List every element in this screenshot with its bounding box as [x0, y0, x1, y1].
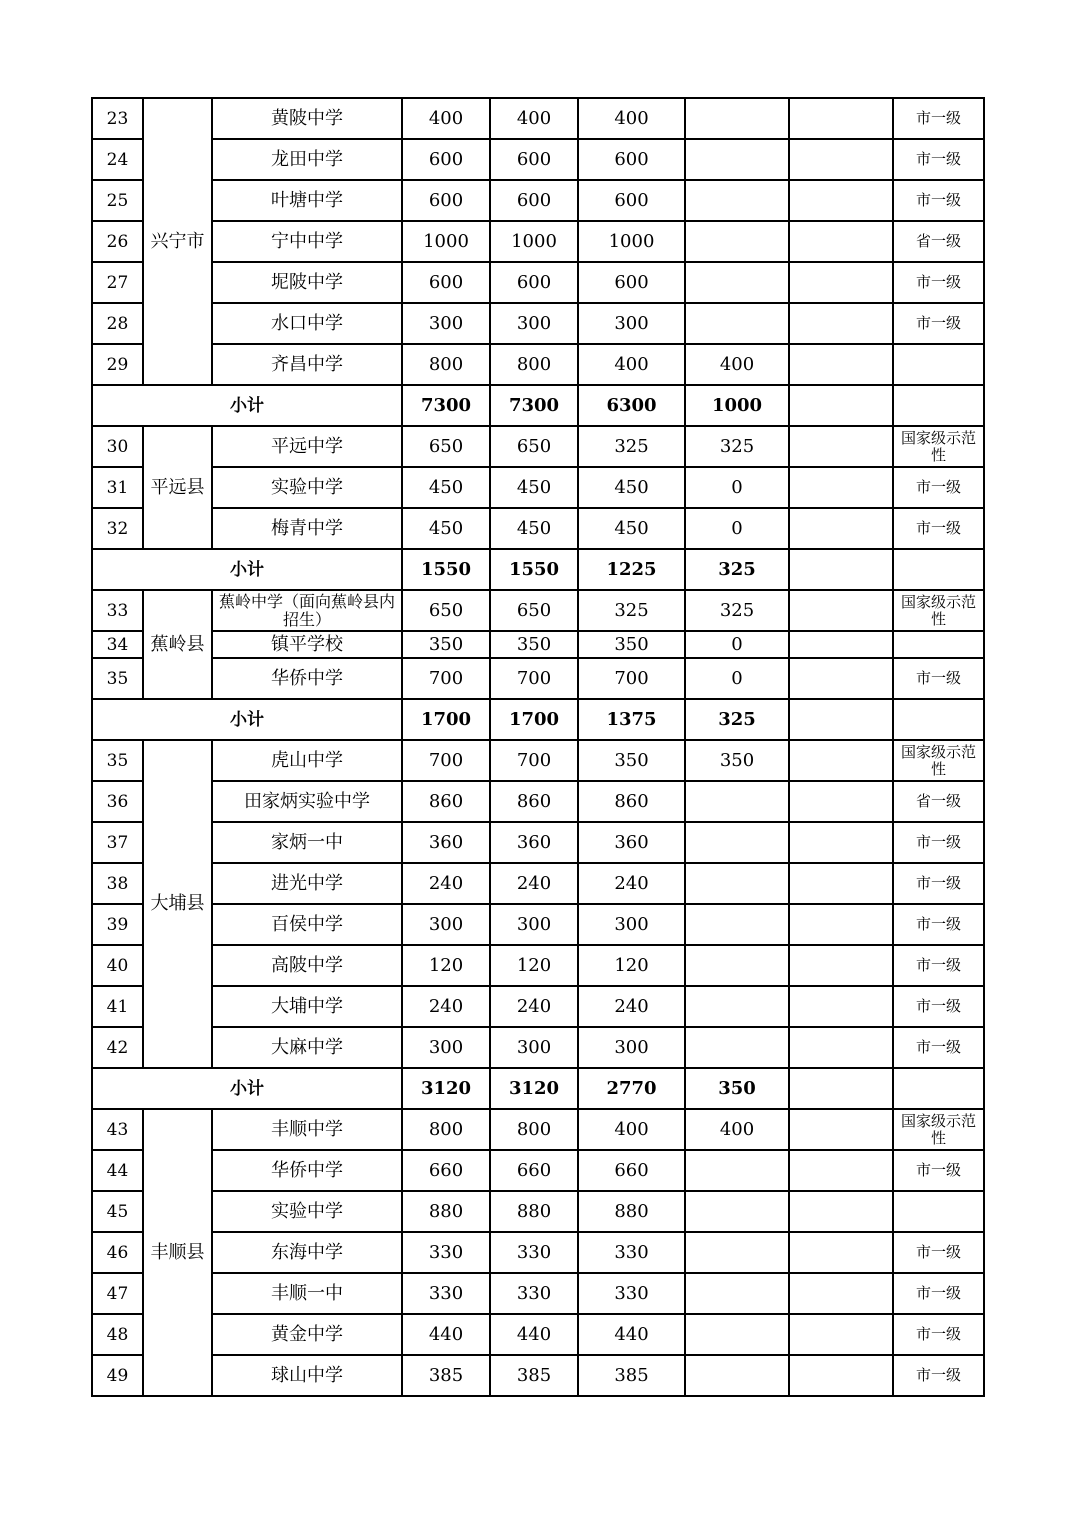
row-number: 35	[92, 658, 143, 699]
subtotal-value-a: 3120	[402, 1068, 490, 1109]
subtotal-value-a: 1550	[402, 549, 490, 590]
subtotal-value-d: 325	[685, 549, 789, 590]
table-body	[92, 98, 984, 1396]
value-cell-b: 600	[490, 139, 578, 180]
school-name: 龙田中学	[212, 139, 402, 180]
subtotal-empty-cell	[789, 549, 893, 590]
value-cell-a: 330	[402, 1232, 490, 1273]
value-cell-c: 660	[578, 1150, 685, 1191]
school-level: 市一级	[893, 658, 984, 699]
table-row	[92, 1027, 984, 1068]
value-cell-c: 350	[578, 740, 685, 781]
value-cell-c: 450	[578, 508, 685, 549]
value-cell-e	[789, 262, 893, 303]
value-cell-c: 300	[578, 303, 685, 344]
value-cell-c: 880	[578, 1191, 685, 1232]
school-level: 国家级示范性	[893, 590, 984, 631]
value-cell-a: 450	[402, 508, 490, 549]
subtotal-label: 小计	[92, 1068, 402, 1109]
value-cell-b: 860	[490, 781, 578, 822]
value-cell-e	[789, 822, 893, 863]
value-cell-e	[789, 467, 893, 508]
subtotal-value-b: 7300	[490, 385, 578, 426]
value-cell-a: 360	[402, 822, 490, 863]
school-name: 丰顺一中	[212, 1273, 402, 1314]
subtotal-value-c: 1375	[578, 699, 685, 740]
value-cell-d: 325	[685, 426, 789, 467]
value-cell-b: 800	[490, 344, 578, 385]
value-cell-a: 300	[402, 303, 490, 344]
school-level	[893, 1191, 984, 1232]
table-row	[92, 781, 984, 822]
value-cell-e	[789, 945, 893, 986]
school-name: 镇平学校	[212, 631, 402, 658]
value-cell-d	[685, 986, 789, 1027]
school-name: 大埔中学	[212, 986, 402, 1027]
school-name: 黄陂中学	[212, 98, 402, 139]
value-cell-d: 0	[685, 658, 789, 699]
school-level: 市一级	[893, 904, 984, 945]
value-cell-c: 440	[578, 1314, 685, 1355]
value-cell-a: 440	[402, 1314, 490, 1355]
school-name: 齐昌中学	[212, 344, 402, 385]
table-row	[92, 904, 984, 945]
value-cell-e	[789, 303, 893, 344]
value-cell-b: 300	[490, 904, 578, 945]
table-row	[92, 822, 984, 863]
county-cell: 平远县	[143, 426, 212, 549]
row-number: 42	[92, 1027, 143, 1068]
school-name: 蕉岭中学（面向蕉岭县内招生）	[212, 590, 402, 631]
school-name: 实验中学	[212, 467, 402, 508]
subtotal-empty-cell	[789, 1068, 893, 1109]
table-row	[92, 221, 984, 262]
value-cell-b: 360	[490, 822, 578, 863]
school-name: 华侨中学	[212, 1150, 402, 1191]
table-row	[92, 631, 984, 658]
value-cell-c: 240	[578, 863, 685, 904]
value-cell-c: 300	[578, 904, 685, 945]
value-cell-b: 800	[490, 1109, 578, 1150]
value-cell-b: 240	[490, 986, 578, 1027]
county-cell: 兴宁市	[143, 98, 212, 385]
value-cell-e	[789, 658, 893, 699]
school-level: 市一级	[893, 1314, 984, 1355]
value-cell-d: 0	[685, 467, 789, 508]
school-name: 坭陂中学	[212, 262, 402, 303]
value-cell-b: 440	[490, 1314, 578, 1355]
value-cell-c: 1000	[578, 221, 685, 262]
value-cell-a: 240	[402, 863, 490, 904]
value-cell-d	[685, 262, 789, 303]
value-cell-d: 0	[685, 508, 789, 549]
school-name: 东海中学	[212, 1232, 402, 1273]
value-cell-b: 650	[490, 590, 578, 631]
school-name: 进光中学	[212, 863, 402, 904]
value-cell-d: 0	[685, 631, 789, 658]
subtotal-empty-cell	[893, 699, 984, 740]
value-cell-c: 860	[578, 781, 685, 822]
row-number: 46	[92, 1232, 143, 1273]
subtotal-value-d: 325	[685, 699, 789, 740]
row-number: 27	[92, 262, 143, 303]
row-number: 34	[92, 631, 143, 658]
row-number: 25	[92, 180, 143, 221]
row-number: 44	[92, 1150, 143, 1191]
school-level	[893, 631, 984, 658]
school-level: 市一级	[893, 945, 984, 986]
value-cell-a: 300	[402, 1027, 490, 1068]
school-name: 球山中学	[212, 1355, 402, 1396]
value-cell-d	[685, 303, 789, 344]
value-cell-a: 350	[402, 631, 490, 658]
value-cell-b: 240	[490, 863, 578, 904]
value-cell-e	[789, 1314, 893, 1355]
school-name: 黄金中学	[212, 1314, 402, 1355]
row-number: 48	[92, 1314, 143, 1355]
value-cell-d	[685, 1355, 789, 1396]
value-cell-c: 600	[578, 262, 685, 303]
school-level: 国家级示范性	[893, 1109, 984, 1150]
school-name: 百侯中学	[212, 904, 402, 945]
school-name: 高陂中学	[212, 945, 402, 986]
value-cell-d	[685, 781, 789, 822]
value-cell-b: 1000	[490, 221, 578, 262]
table-row	[92, 180, 984, 221]
table-row	[92, 344, 984, 385]
school-level: 市一级	[893, 508, 984, 549]
subtotal-value-c: 6300	[578, 385, 685, 426]
row-number: 24	[92, 139, 143, 180]
value-cell-b: 650	[490, 426, 578, 467]
value-cell-e	[789, 221, 893, 262]
county-cell: 丰顺县	[143, 1109, 212, 1396]
value-cell-e	[789, 863, 893, 904]
school-name: 平远中学	[212, 426, 402, 467]
school-level	[893, 344, 984, 385]
subtotal-value-b: 1550	[490, 549, 578, 590]
value-cell-e	[789, 986, 893, 1027]
table-row	[92, 986, 984, 1027]
school-name: 华侨中学	[212, 658, 402, 699]
table-row	[92, 98, 984, 139]
row-number: 37	[92, 822, 143, 863]
value-cell-b: 350	[490, 631, 578, 658]
value-cell-e	[789, 1191, 893, 1232]
value-cell-a: 880	[402, 1191, 490, 1232]
value-cell-a: 400	[402, 98, 490, 139]
subtotal-row	[92, 1068, 984, 1109]
value-cell-d	[685, 180, 789, 221]
subtotal-label: 小计	[92, 385, 402, 426]
table-row	[92, 863, 984, 904]
value-cell-c: 330	[578, 1232, 685, 1273]
value-cell-c: 700	[578, 658, 685, 699]
value-cell-c: 600	[578, 180, 685, 221]
value-cell-a: 860	[402, 781, 490, 822]
value-cell-b: 600	[490, 262, 578, 303]
value-cell-e	[789, 740, 893, 781]
table-row	[92, 1150, 984, 1191]
row-number: 49	[92, 1355, 143, 1396]
value-cell-b: 400	[490, 98, 578, 139]
subtotal-value-b: 1700	[490, 699, 578, 740]
value-cell-c: 600	[578, 139, 685, 180]
value-cell-c: 330	[578, 1273, 685, 1314]
table-row	[92, 262, 984, 303]
school-name: 宁中中学	[212, 221, 402, 262]
value-cell-a: 385	[402, 1355, 490, 1396]
table-row	[92, 1273, 984, 1314]
table-row	[92, 1232, 984, 1273]
value-cell-a: 240	[402, 986, 490, 1027]
row-number: 23	[92, 98, 143, 139]
subtotal-row	[92, 699, 984, 740]
value-cell-e	[789, 1150, 893, 1191]
subtotal-label: 小计	[92, 699, 402, 740]
table-row	[92, 740, 984, 781]
subtotal-empty-cell	[893, 385, 984, 426]
value-cell-d	[685, 1150, 789, 1191]
school-level: 市一级	[893, 262, 984, 303]
school-level: 市一级	[893, 139, 984, 180]
value-cell-e	[789, 781, 893, 822]
value-cell-a: 800	[402, 344, 490, 385]
value-cell-c: 240	[578, 986, 685, 1027]
value-cell-e	[789, 1355, 893, 1396]
table-row	[92, 508, 984, 549]
school-level: 市一级	[893, 1232, 984, 1273]
value-cell-c: 325	[578, 590, 685, 631]
subtotal-empty-cell	[789, 699, 893, 740]
school-level: 国家级示范性	[893, 426, 984, 467]
row-number: 40	[92, 945, 143, 986]
county-cell: 蕉岭县	[143, 590, 212, 699]
value-cell-b: 385	[490, 1355, 578, 1396]
subtotal-row	[92, 385, 984, 426]
school-level: 国家级示范性	[893, 740, 984, 781]
value-cell-c: 400	[578, 98, 685, 139]
value-cell-e	[789, 1027, 893, 1068]
subtotal-value-c: 2770	[578, 1068, 685, 1109]
row-number: 36	[92, 781, 143, 822]
value-cell-d	[685, 1314, 789, 1355]
value-cell-a: 660	[402, 1150, 490, 1191]
value-cell-b: 450	[490, 467, 578, 508]
table-row	[92, 303, 984, 344]
school-name: 实验中学	[212, 1191, 402, 1232]
school-name: 田家炳实验中学	[212, 781, 402, 822]
value-cell-e	[789, 180, 893, 221]
value-cell-c: 400	[578, 1109, 685, 1150]
value-cell-a: 600	[402, 139, 490, 180]
value-cell-a: 600	[402, 262, 490, 303]
subtotal-value-a: 7300	[402, 385, 490, 426]
value-cell-e	[789, 1232, 893, 1273]
row-number: 43	[92, 1109, 143, 1150]
value-cell-b: 330	[490, 1273, 578, 1314]
row-number: 38	[92, 863, 143, 904]
row-number: 29	[92, 344, 143, 385]
school-name: 家炳一中	[212, 822, 402, 863]
school-level: 市一级	[893, 467, 984, 508]
value-cell-a: 700	[402, 658, 490, 699]
row-number: 39	[92, 904, 143, 945]
subtotal-row	[92, 549, 984, 590]
value-cell-b: 330	[490, 1232, 578, 1273]
value-cell-d	[685, 1191, 789, 1232]
table-row	[92, 1314, 984, 1355]
value-cell-d	[685, 863, 789, 904]
value-cell-d	[685, 221, 789, 262]
value-cell-e	[789, 1273, 893, 1314]
table-row	[92, 1355, 984, 1396]
row-number: 33	[92, 590, 143, 631]
table-row	[92, 139, 984, 180]
value-cell-d	[685, 98, 789, 139]
table-row	[92, 945, 984, 986]
subtotal-empty-cell	[789, 385, 893, 426]
subtotal-value-d: 1000	[685, 385, 789, 426]
value-cell-d	[685, 945, 789, 986]
value-cell-e	[789, 508, 893, 549]
school-level: 市一级	[893, 303, 984, 344]
table-row	[92, 1109, 984, 1150]
value-cell-b: 300	[490, 1027, 578, 1068]
school-name: 水口中学	[212, 303, 402, 344]
value-cell-d: 325	[685, 590, 789, 631]
value-cell-e	[789, 139, 893, 180]
value-cell-a: 330	[402, 1273, 490, 1314]
table-row	[92, 658, 984, 699]
row-number: 26	[92, 221, 143, 262]
table-row	[92, 467, 984, 508]
subtotal-empty-cell	[893, 1068, 984, 1109]
value-cell-a: 650	[402, 590, 490, 631]
value-cell-b: 300	[490, 303, 578, 344]
value-cell-e	[789, 1109, 893, 1150]
value-cell-d: 400	[685, 1109, 789, 1150]
value-cell-d	[685, 139, 789, 180]
value-cell-b: 880	[490, 1191, 578, 1232]
value-cell-e	[789, 344, 893, 385]
value-cell-c: 325	[578, 426, 685, 467]
row-number: 32	[92, 508, 143, 549]
value-cell-a: 300	[402, 904, 490, 945]
value-cell-d	[685, 904, 789, 945]
value-cell-c: 120	[578, 945, 685, 986]
value-cell-c: 360	[578, 822, 685, 863]
row-number: 45	[92, 1191, 143, 1232]
school-name: 大麻中学	[212, 1027, 402, 1068]
school-level: 市一级	[893, 1027, 984, 1068]
school-level: 市一级	[893, 98, 984, 139]
row-number: 30	[92, 426, 143, 467]
value-cell-b: 660	[490, 1150, 578, 1191]
subtotal-label: 小计	[92, 549, 402, 590]
value-cell-c: 400	[578, 344, 685, 385]
subtotal-value-b: 3120	[490, 1068, 578, 1109]
value-cell-d	[685, 1232, 789, 1273]
value-cell-d: 350	[685, 740, 789, 781]
value-cell-a: 600	[402, 180, 490, 221]
value-cell-d	[685, 822, 789, 863]
school-level: 市一级	[893, 180, 984, 221]
school-level: 省一级	[893, 781, 984, 822]
row-number: 28	[92, 303, 143, 344]
value-cell-c: 450	[578, 467, 685, 508]
row-number: 31	[92, 467, 143, 508]
school-name: 丰顺中学	[212, 1109, 402, 1150]
row-number: 35	[92, 740, 143, 781]
enrollment-table	[91, 97, 985, 1397]
subtotal-value-a: 1700	[402, 699, 490, 740]
table-row	[92, 426, 984, 467]
value-cell-d	[685, 1273, 789, 1314]
value-cell-c: 350	[578, 631, 685, 658]
school-level: 市一级	[893, 822, 984, 863]
value-cell-c: 385	[578, 1355, 685, 1396]
row-number: 41	[92, 986, 143, 1027]
table-row	[92, 590, 984, 631]
value-cell-a: 650	[402, 426, 490, 467]
value-cell-a: 1000	[402, 221, 490, 262]
value-cell-b: 120	[490, 945, 578, 986]
school-name: 叶塘中学	[212, 180, 402, 221]
value-cell-b: 450	[490, 508, 578, 549]
row-number: 47	[92, 1273, 143, 1314]
subtotal-value-d: 350	[685, 1068, 789, 1109]
table-row	[92, 1191, 984, 1232]
value-cell-e	[789, 590, 893, 631]
school-name: 虎山中学	[212, 740, 402, 781]
value-cell-b: 700	[490, 658, 578, 699]
value-cell-e	[789, 631, 893, 658]
school-name: 梅青中学	[212, 508, 402, 549]
value-cell-e	[789, 98, 893, 139]
value-cell-a: 700	[402, 740, 490, 781]
value-cell-a: 450	[402, 467, 490, 508]
value-cell-b: 700	[490, 740, 578, 781]
value-cell-d	[685, 1027, 789, 1068]
value-cell-e	[789, 904, 893, 945]
subtotal-empty-cell	[893, 549, 984, 590]
value-cell-a: 800	[402, 1109, 490, 1150]
school-level: 市一级	[893, 1150, 984, 1191]
value-cell-e	[789, 426, 893, 467]
value-cell-b: 600	[490, 180, 578, 221]
school-level: 市一级	[893, 1273, 984, 1314]
subtotal-value-c: 1225	[578, 549, 685, 590]
school-level: 市一级	[893, 863, 984, 904]
value-cell-c: 300	[578, 1027, 685, 1068]
school-level: 市一级	[893, 1355, 984, 1396]
county-cell: 大埔县	[143, 740, 212, 1068]
school-level: 省一级	[893, 221, 984, 262]
school-level: 市一级	[893, 986, 984, 1027]
value-cell-d: 400	[685, 344, 789, 385]
value-cell-a: 120	[402, 945, 490, 986]
